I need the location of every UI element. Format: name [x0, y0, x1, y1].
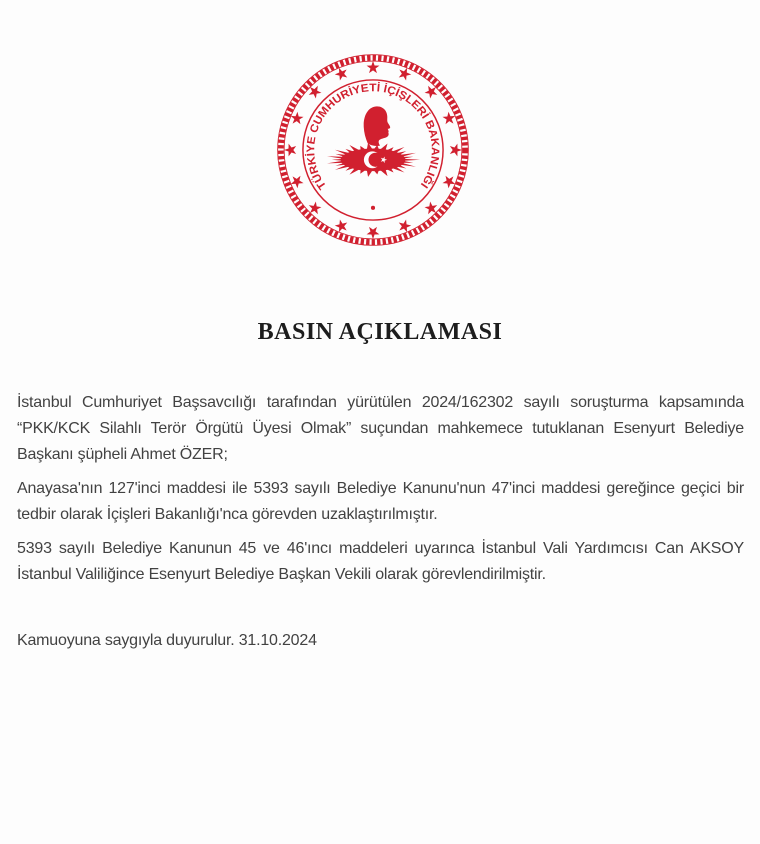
paragraph-1: İstanbul Cumhuriyet Başsavcılığı tarafından yürütülen 2024/162302 sayılı soruşturma kapsamında “PKK/KCK Silahlı Terör Örgütü Üyesi Olmak” suçundan mahkemece tutuklanan Esenyurt Belediye Başkanı şüpheli Ahmet ÖZER; [17, 394, 744, 463]
seal-bottom-dot [371, 206, 375, 210]
sunburst-emblem-icon [327, 143, 420, 177]
paragraph-2: Anayasa'nın 127'inci maddesi ile 5393 sayılı Belediye Kanunu'nun 47'inci maddesi gereğince geçici bir tedbir olarak İçişleri Bakanlığı'nca görevden uzaklaştırılmıştır. [17, 480, 744, 523]
closing-line: Kamuoyuna saygıyla duyurulur. 31.10.2024 [17, 632, 317, 649]
press-release-body [0, 390, 760, 654]
ministry-seal-logo [0, 0, 760, 248]
press-release-title: BASIN AÇIKLAMASI [257, 319, 503, 345]
ministry-seal-icon [275, 52, 471, 248]
ataturk-silhouette-icon [364, 106, 391, 146]
paragraph-3: 5393 sayılı Belediye Kanunun 45 ve 46'ıncı maddeleri uyarınca İstanbul Vali Yardımcısı Can AKSOY İstanbul Valiliğince Esenyurt Belediye Başkan Vekili olarak görevlendirilmiştir. [17, 540, 744, 583]
seal-circular-text: TÜRKİYE CUMHURİYETİ İÇİŞLERİ BAKANLIĞI [305, 82, 441, 192]
